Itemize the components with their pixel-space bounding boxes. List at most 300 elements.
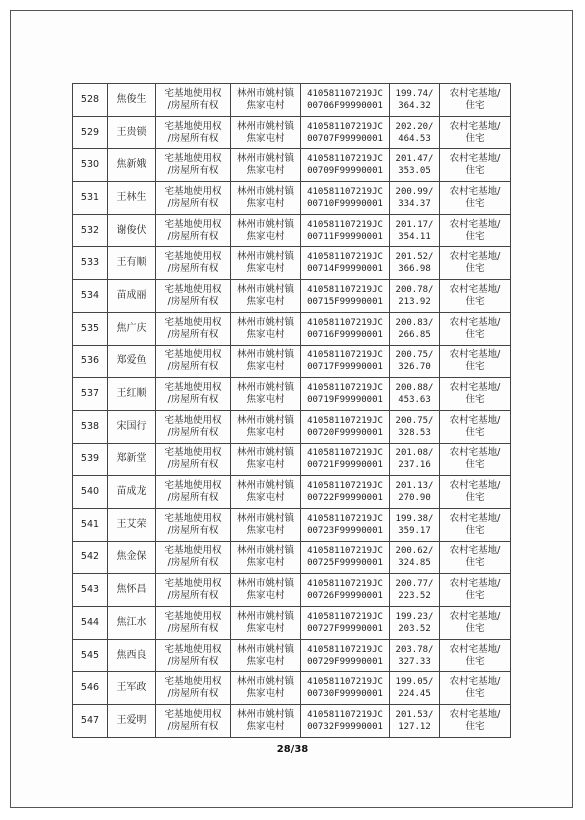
location-cell [231,280,301,313]
area-cell-line: 199.05/ [395,677,434,688]
right-type-cell-line: /房屋所有权 [167,165,219,177]
area-cell-line: 200.77/ [395,579,434,590]
table-row [73,345,511,378]
unit-code-cell-line: 00730F99990001 [307,689,383,700]
location-cell-line: 林州市姚村镇 [236,610,294,622]
record-number-cell: 546 [73,672,108,705]
land-use-cell-line: 农村宅基地/ [449,185,501,197]
table-row [73,541,511,574]
location-cell [231,541,301,574]
unit-code-cell-line: 00717F99990001 [307,362,383,373]
land-use-cell [440,182,511,215]
land-use-cell [440,443,511,476]
right-type-cell-line: /房屋所有权 [167,328,219,340]
right-type-cell [156,378,231,411]
record-number-cell: 542 [73,541,108,574]
right-type-cell [156,312,231,345]
unit-code-cell-line: 00710F99990001 [307,198,383,209]
right-type-cell-line: 宅基地使用权 [164,610,222,622]
land-use-cell [440,84,511,117]
land-use-cell-line: 农村宅基地/ [449,382,501,394]
owner-name-cell: 焦西良 [108,639,156,672]
unit-code-cell-line: 410581107219JC [307,350,383,361]
location-cell-line: 林州市姚村镇 [236,708,294,720]
area-cell-line: 353.05 [398,166,431,177]
table-row [73,443,511,476]
owner-name-cell: 焦怀昌 [108,574,156,607]
area-cell-line: 200.75/ [395,415,434,426]
area-cell [390,541,440,574]
owner-name-cell: 苗成丽 [108,280,156,313]
table-row [73,705,511,738]
owner-name-cell: 王林生 [108,182,156,215]
land-use-cell-line: 住宅 [465,361,485,373]
area-cell [390,639,440,672]
land-use-cell-line: 住宅 [465,328,485,340]
unit-code-cell [301,672,390,705]
unit-code-cell-line: 00720F99990001 [307,427,383,438]
location-cell [231,378,301,411]
record-number-cell: 544 [73,607,108,640]
location-cell [231,476,301,509]
area-cell [390,214,440,247]
unit-code-cell-line: 00725F99990001 [307,558,383,569]
area-cell-line: 213.92 [398,296,431,307]
location-cell [231,574,301,607]
location-cell-line: 林州市姚村镇 [236,349,294,361]
unit-code-cell-line: 00732F99990001 [307,721,383,732]
land-use-cell [440,116,511,149]
right-type-cell-line: 宅基地使用权 [164,480,222,492]
registration-table [72,83,511,738]
right-type-cell-line: 宅基地使用权 [164,87,222,99]
location-cell-line: 焦家屯村 [246,688,285,700]
owner-name-cell: 宋国行 [108,410,156,443]
area-cell-line: 200.88/ [395,383,434,394]
area-cell-line: 201.17/ [395,219,434,230]
unit-code-cell [301,378,390,411]
location-cell-line: 林州市姚村镇 [236,120,294,132]
land-use-cell-line: 农村宅基地/ [449,87,501,99]
unit-code-cell-line: 410581107219JC [307,383,383,394]
owner-name-cell: 王贵锁 [108,116,156,149]
right-type-cell [156,541,231,574]
area-cell-line: 266.85 [398,329,431,340]
unit-code-cell [301,247,390,280]
land-use-cell [440,574,511,607]
land-use-cell-line: 住宅 [465,263,485,275]
unit-code-cell-line: 410581107219JC [307,415,383,426]
table-body [73,84,511,738]
right-type-cell [156,574,231,607]
unit-code-cell-line: 410581107219JC [307,611,383,622]
location-cell [231,149,301,182]
right-type-cell [156,345,231,378]
owner-name-cell: 郑爱鱼 [108,345,156,378]
table-row [73,378,511,411]
right-type-cell-line: 宅基地使用权 [164,153,222,165]
unit-code-cell-line: 410581107219JC [307,284,383,295]
land-use-cell-line: 住宅 [465,197,485,209]
right-type-cell [156,443,231,476]
land-use-cell-line: 农村宅基地/ [449,218,501,230]
area-cell [390,280,440,313]
location-cell-line: 林州市姚村镇 [236,480,294,492]
area-cell-line: 201.13/ [395,481,434,492]
unit-code-cell-line: 410581107219JC [307,546,383,557]
location-cell-line: 林州市姚村镇 [236,578,294,590]
unit-code-cell [301,476,390,509]
location-cell-line: 焦家屯村 [246,361,285,373]
table-row [73,508,511,541]
record-number-cell: 547 [73,705,108,738]
location-cell-line: 焦家屯村 [246,524,285,536]
location-cell [231,639,301,672]
right-type-cell-line: 宅基地使用权 [164,676,222,688]
unit-code-cell [301,639,390,672]
table-row [73,116,511,149]
area-cell-line: 224.45 [398,689,431,700]
unit-code-cell-line: 00726F99990001 [307,591,383,602]
location-cell-line: 焦家屯村 [246,197,285,209]
right-type-cell-line: /房屋所有权 [167,655,219,667]
unit-code-cell-line: 00727F99990001 [307,623,383,634]
table-row [73,672,511,705]
unit-code-cell [301,541,390,574]
location-cell-line: 焦家屯村 [246,655,285,667]
area-cell [390,672,440,705]
right-type-cell-line: /房屋所有权 [167,622,219,634]
right-type-cell-line: 宅基地使用权 [164,545,222,557]
land-use-cell [440,247,511,280]
location-cell-line: 焦家屯村 [246,132,285,144]
area-cell [390,116,440,149]
unit-code-cell-line: 00719F99990001 [307,395,383,406]
location-cell-line: 焦家屯村 [246,230,285,242]
land-use-cell-line: 住宅 [465,622,485,634]
right-type-cell [156,672,231,705]
record-number-cell: 538 [73,410,108,443]
right-type-cell [156,182,231,215]
unit-code-cell-line: 00709F99990001 [307,166,383,177]
right-type-cell [156,247,231,280]
owner-name-cell: 焦俊生 [108,84,156,117]
owner-name-cell: 王红顺 [108,378,156,411]
right-type-cell-line: /房屋所有权 [167,263,219,275]
land-use-cell [440,672,511,705]
land-use-cell-line: 住宅 [465,688,485,700]
unit-code-cell-line: 410581107219JC [307,644,383,655]
unit-code-cell [301,508,390,541]
right-type-cell-line: /房屋所有权 [167,426,219,438]
unit-code-cell-line: 00716F99990001 [307,329,383,340]
location-cell-line: 林州市姚村镇 [236,218,294,230]
unit-code-cell-line: 00715F99990001 [307,296,383,307]
table-row [73,476,511,509]
right-type-cell [156,705,231,738]
owner-name-cell: 焦江水 [108,607,156,640]
table-row [73,410,511,443]
land-use-cell [440,705,511,738]
unit-code-cell-line: 410581107219JC [307,121,383,132]
location-cell-line: 焦家屯村 [246,622,285,634]
location-cell [231,247,301,280]
right-type-cell [156,607,231,640]
area-cell [390,476,440,509]
area-cell-line: 200.62/ [395,546,434,557]
table-row [73,312,511,345]
area-cell [390,607,440,640]
land-use-cell [440,149,511,182]
land-use-cell [440,541,511,574]
table-row [73,182,511,215]
right-type-cell [156,214,231,247]
unit-code-cell [301,410,390,443]
unit-code-cell [301,574,390,607]
area-cell-line: 201.08/ [395,448,434,459]
area-cell [390,149,440,182]
right-type-cell-line: 宅基地使用权 [164,120,222,132]
unit-code-cell-line: 410581107219JC [307,317,383,328]
land-use-cell-line: 农村宅基地/ [449,251,501,263]
area-cell-line: 328.53 [398,427,431,438]
land-use-cell-line: 农村宅基地/ [449,316,501,328]
land-use-cell [440,639,511,672]
record-number-cell: 528 [73,84,108,117]
unit-code-cell-line: 00707F99990001 [307,133,383,144]
owner-name-cell: 郑新堂 [108,443,156,476]
land-use-cell-line: 农村宅基地/ [449,578,501,590]
location-cell-line: 林州市姚村镇 [236,382,294,394]
location-cell-line: 林州市姚村镇 [236,316,294,328]
record-number-cell: 543 [73,574,108,607]
unit-code-cell [301,116,390,149]
area-cell-line: 327.33 [398,656,431,667]
owner-name-cell: 王军政 [108,672,156,705]
unit-code-cell [301,149,390,182]
unit-code-cell-line: 410581107219JC [307,579,383,590]
page-number: 28/38 [276,744,309,755]
record-number-cell: 534 [73,280,108,313]
record-number-cell: 532 [73,214,108,247]
right-type-cell [156,410,231,443]
right-type-cell [156,476,231,509]
record-number-cell: 537 [73,378,108,411]
right-type-cell-line: /房屋所有权 [167,230,219,242]
right-type-cell-line: 宅基地使用权 [164,218,222,230]
land-use-cell-line: 住宅 [465,720,485,732]
table-row [73,639,511,672]
right-type-cell [156,116,231,149]
area-cell-line: 201.47/ [395,154,434,165]
record-number-cell: 541 [73,508,108,541]
location-cell-line: 焦家屯村 [246,165,285,177]
land-use-cell-line: 住宅 [465,459,485,471]
record-number-cell: 531 [73,182,108,215]
right-type-cell-line: /房屋所有权 [167,459,219,471]
location-cell [231,410,301,443]
land-use-cell-line: 农村宅基地/ [449,480,501,492]
area-cell-line: 334.37 [398,198,431,209]
record-number-cell: 540 [73,476,108,509]
land-use-cell-line: 住宅 [465,492,485,504]
location-cell-line: 焦家屯村 [246,492,285,504]
location-cell [231,116,301,149]
unit-code-cell-line: 410581107219JC [307,513,383,524]
land-use-cell-line: 农村宅基地/ [449,676,501,688]
unit-code-cell-line: 410581107219JC [307,219,383,230]
right-type-cell [156,508,231,541]
location-cell [231,508,301,541]
right-type-cell-line: /房屋所有权 [167,492,219,504]
owner-name-cell: 焦新娥 [108,149,156,182]
record-number-cell: 533 [73,247,108,280]
land-use-cell-line: 住宅 [465,557,485,569]
location-cell-line: 林州市姚村镇 [236,251,294,263]
area-cell [390,312,440,345]
unit-code-cell-line: 410581107219JC [307,88,383,99]
unit-code-cell [301,443,390,476]
record-number-cell: 539 [73,443,108,476]
land-use-cell-line: 农村宅基地/ [449,545,501,557]
right-type-cell-line: /房屋所有权 [167,295,219,307]
right-type-cell-line: /房屋所有权 [167,720,219,732]
land-use-cell-line: 农村宅基地/ [449,153,501,165]
right-type-cell-line: /房屋所有权 [167,557,219,569]
unit-code-cell [301,312,390,345]
right-type-cell-line: 宅基地使用权 [164,382,222,394]
location-cell-line: 焦家屯村 [246,263,285,275]
area-cell-line: 203.52 [398,623,431,634]
owner-name-cell: 王艾荣 [108,508,156,541]
location-cell-line: 林州市姚村镇 [236,153,294,165]
location-cell [231,84,301,117]
record-number-cell: 530 [73,149,108,182]
location-cell-line: 林州市姚村镇 [236,545,294,557]
right-type-cell-line: /房屋所有权 [167,132,219,144]
table-row [73,574,511,607]
right-type-cell-line: 宅基地使用权 [164,708,222,720]
area-cell-line: 326.70 [398,362,431,373]
area-cell [390,247,440,280]
area-cell-line: 200.75/ [395,350,434,361]
right-type-cell-line: 宅基地使用权 [164,512,222,524]
right-type-cell-line: /房屋所有权 [167,197,219,209]
area-cell-line: 200.78/ [395,284,434,295]
area-cell [390,378,440,411]
land-use-cell-line: 住宅 [465,590,485,602]
area-cell-line: 201.52/ [395,252,434,263]
location-cell-line: 焦家屯村 [246,394,285,406]
unit-code-cell-line: 00714F99990001 [307,264,383,275]
unit-code-cell-line: 00721F99990001 [307,460,383,471]
land-use-cell [440,280,511,313]
location-cell-line: 林州市姚村镇 [236,87,294,99]
table-row [73,149,511,182]
area-cell [390,345,440,378]
land-use-cell [440,214,511,247]
area-cell-line: 359.17 [398,525,431,536]
location-cell-line: 林州市姚村镇 [236,414,294,426]
land-use-cell-line: 住宅 [465,230,485,242]
area-cell-line: 270.90 [398,493,431,504]
unit-code-cell [301,607,390,640]
unit-code-cell-line: 00723F99990001 [307,525,383,536]
land-use-cell [440,607,511,640]
location-cell-line: 焦家屯村 [246,590,285,602]
land-use-cell-line: 住宅 [465,132,485,144]
land-use-cell-line: 农村宅基地/ [449,349,501,361]
location-cell-line: 林州市姚村镇 [236,283,294,295]
unit-code-cell-line: 410581107219JC [307,448,383,459]
land-use-cell-line: 农村宅基地/ [449,643,501,655]
owner-name-cell: 王爱明 [108,705,156,738]
owner-name-cell: 焦金保 [108,541,156,574]
land-use-cell [440,378,511,411]
right-type-cell-line: 宅基地使用权 [164,185,222,197]
unit-code-cell-line: 00722F99990001 [307,493,383,504]
land-use-cell-line: 农村宅基地/ [449,447,501,459]
area-cell-line: 223.52 [398,591,431,602]
right-type-cell-line: /房屋所有权 [167,524,219,536]
right-type-cell-line: 宅基地使用权 [164,643,222,655]
unit-code-cell-line: 00706F99990001 [307,100,383,111]
location-cell [231,214,301,247]
right-type-cell-line: /房屋所有权 [167,590,219,602]
land-use-cell-line: 农村宅基地/ [449,120,501,132]
location-cell [231,345,301,378]
table-row [73,607,511,640]
area-cell [390,84,440,117]
land-use-cell-line: 农村宅基地/ [449,610,501,622]
area-cell-line: 200.83/ [395,317,434,328]
area-cell-line: 199.38/ [395,513,434,524]
area-cell [390,443,440,476]
table-row [73,214,511,247]
record-number-cell: 545 [73,639,108,672]
area-cell-line: 464.53 [398,133,431,144]
unit-code-cell [301,84,390,117]
location-cell [231,705,301,738]
land-use-cell-line: 住宅 [465,295,485,307]
land-use-cell-line: 农村宅基地/ [449,708,501,720]
land-use-cell-line: 住宅 [465,165,485,177]
record-number-cell: 529 [73,116,108,149]
land-use-cell-line: 住宅 [465,394,485,406]
location-cell-line: 焦家屯村 [246,720,285,732]
location-cell-line: 焦家屯村 [246,328,285,340]
table-row [73,247,511,280]
area-cell [390,182,440,215]
area-cell-line: 199.23/ [395,611,434,622]
area-cell-line: 127.12 [398,721,431,732]
land-use-cell-line: 住宅 [465,99,485,111]
land-use-cell [440,345,511,378]
right-type-cell-line: 宅基地使用权 [164,251,222,263]
location-cell [231,182,301,215]
land-use-cell [440,410,511,443]
land-use-cell-line: 住宅 [465,524,485,536]
right-type-cell [156,280,231,313]
area-cell-line: 203.78/ [395,644,434,655]
right-type-cell-line: /房屋所有权 [167,99,219,111]
unit-code-cell [301,214,390,247]
location-cell-line: 林州市姚村镇 [236,643,294,655]
right-type-cell [156,639,231,672]
location-cell-line: 焦家屯村 [246,99,285,111]
right-type-cell-line: 宅基地使用权 [164,283,222,295]
record-number-cell: 535 [73,312,108,345]
